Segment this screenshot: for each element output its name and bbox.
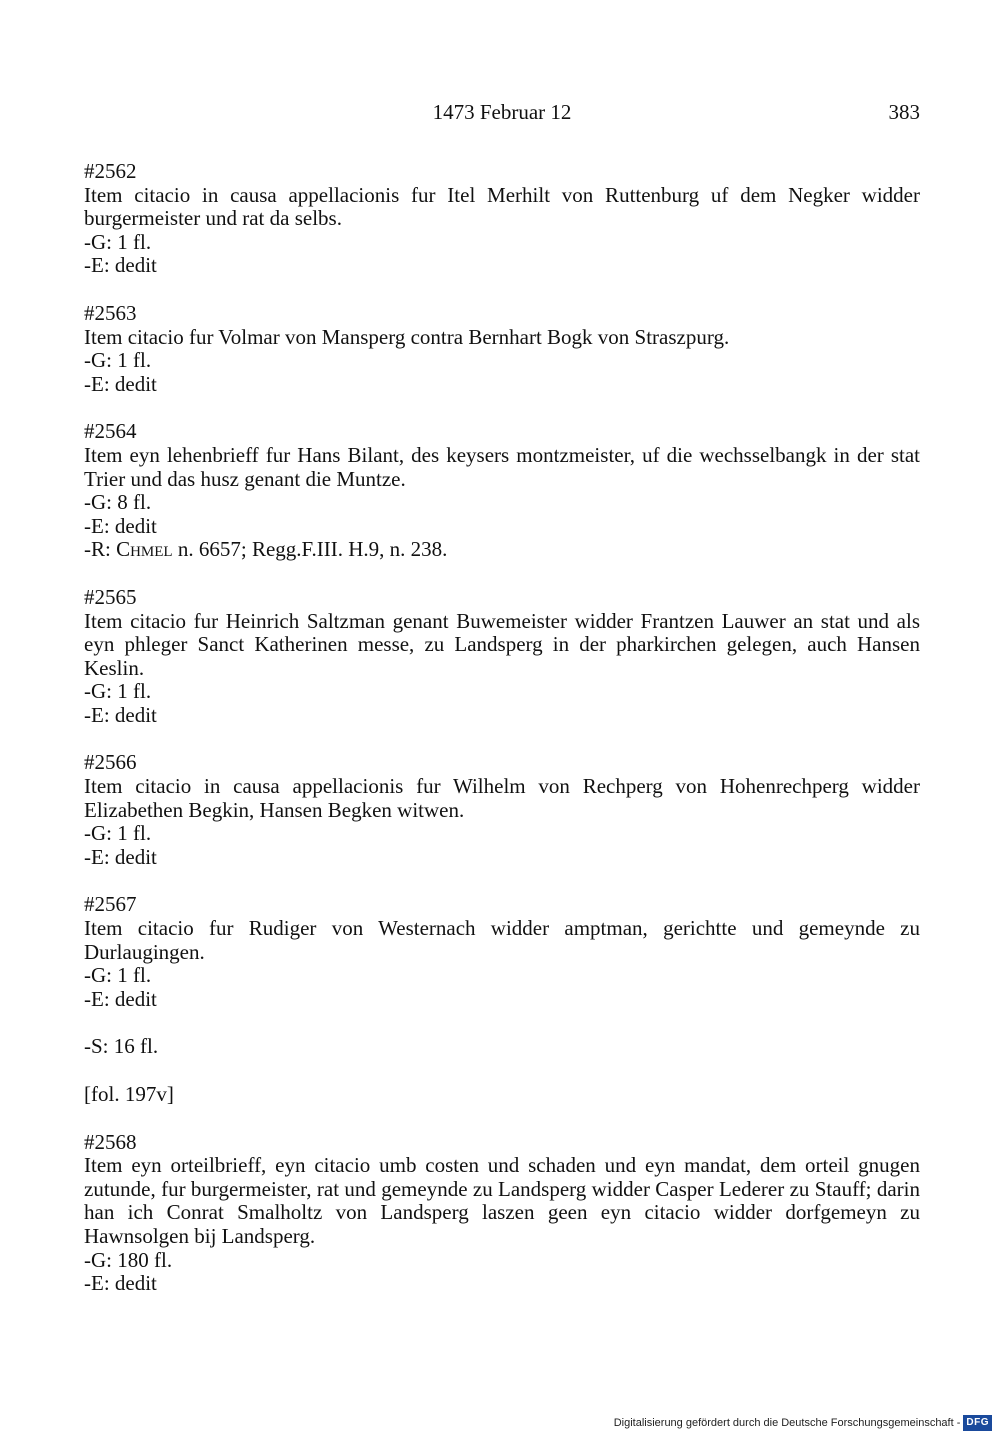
entry-number: #2562: [84, 159, 137, 183]
entry-fee: -G: 1 fl.: [84, 229, 152, 254]
entry-payment: -E: dedit: [84, 371, 157, 396]
entry-2565: [84, 586, 920, 728]
entry-number: #2565: [84, 584, 137, 609]
entry-number: #2566: [84, 750, 137, 775]
page-number: 383: [888, 100, 920, 124]
folio-marker: [fol. 197v]: [84, 1082, 174, 1106]
entry-2568: [84, 1131, 920, 1296]
entry-number: #2567: [84, 892, 137, 917]
entry-number: #2564: [84, 419, 137, 444]
digitization-credit: [614, 1413, 992, 1433]
sum-line: -S: 16 fl.: [84, 1034, 159, 1059]
entry-2567: [84, 893, 920, 1011]
entry-text: Item citacio fur Heinrich Saltzman genant Buwemeister widder Frantzen Lauwer an stat und als eyn phleger Sanct Katherinen messe, zu Landsperg in der pharkirchen gelegen, auch Hansen Keslin.: [84, 608, 920, 680]
entry-text: Item citacio in causa appellacionis fur Itel Merhilt von Ruttenburg uf dem Negker widder burgermeister und rat da selbs.: [84, 182, 920, 231]
entry-2562: [84, 160, 920, 278]
entry-2564: [84, 420, 920, 562]
entry-payment: -E: dedit: [84, 1271, 157, 1296]
entry-number: #2563: [84, 300, 137, 325]
reference-prefix: -R:: [84, 537, 117, 562]
entry-text: Item eyn orteilbrieff, eyn citacio umb costen und schaden und eyn mandat, dem orteil gnugen zutunde, fur burgermeister, rat und gemeynde zu Landsperg widder Casper Lederer zu Stauff; darin han ich Conrat Smalholtz von Landsperg laszen geen eyn citacio widder dorfgemeyn zu Hawnsolgen bij Landsperg.: [84, 1153, 920, 1248]
entry-fee: -G: 1 fl.: [84, 679, 152, 704]
entry-2566: [84, 751, 920, 869]
credit-text: Digitalisierung gefördert durch die Deutsche Forschungsgemeinschaft -: [613, 1417, 961, 1429]
entry-payment: -E: dedit: [84, 253, 157, 278]
entry-text: Item eyn lehenbrieff fur Hans Bilant, des keysers montzmeister, uf die wechsselbangk in der stat Trier und das husz genant die Muntze.: [84, 442, 920, 491]
entry-text: Item citacio fur Volmar von Mansperg contra Bernhart Bogk von Straszpurg.: [84, 324, 730, 349]
entry-text: Item citacio fur Rudiger von Westernach widder amptman, gerichtte und gemeynde zu Durlaugingen.: [84, 916, 920, 964]
dfg-logo: DFG: [963, 1415, 992, 1431]
page-date: 1473 Februar 12: [432, 100, 572, 124]
document-body: [84, 160, 920, 1320]
entry-fee: -G: 1 fl.: [84, 821, 152, 846]
entry-reference: [84, 538, 920, 562]
entry-payment: -E: dedit: [84, 513, 157, 538]
entry-fee: -G: 180 fl.: [84, 1247, 173, 1272]
reference-author: Chmel: [116, 537, 173, 562]
entry-payment: -E: dedit: [84, 844, 157, 869]
entry-payment: -E: dedit: [84, 986, 157, 1011]
entry-text: Item citacio in causa appellacionis fur Wilhelm von Rechperg von Hohenrechperg widder Elizabethen Begkin, Hansen Begken witwen.: [84, 774, 920, 822]
reference-details: n. 6657; Regg.F.III. H.9, n. 238.: [172, 537, 448, 562]
entry-fee: -G: 1 fl.: [84, 348, 152, 373]
page-header: [84, 100, 920, 130]
entry-fee: -G: 1 fl.: [84, 963, 152, 988]
entry-number: #2568: [84, 1129, 137, 1154]
entry-2563: [84, 302, 920, 396]
entry-payment: -E: dedit: [84, 702, 157, 727]
entry-fee: -G: 8 fl.: [84, 490, 152, 515]
